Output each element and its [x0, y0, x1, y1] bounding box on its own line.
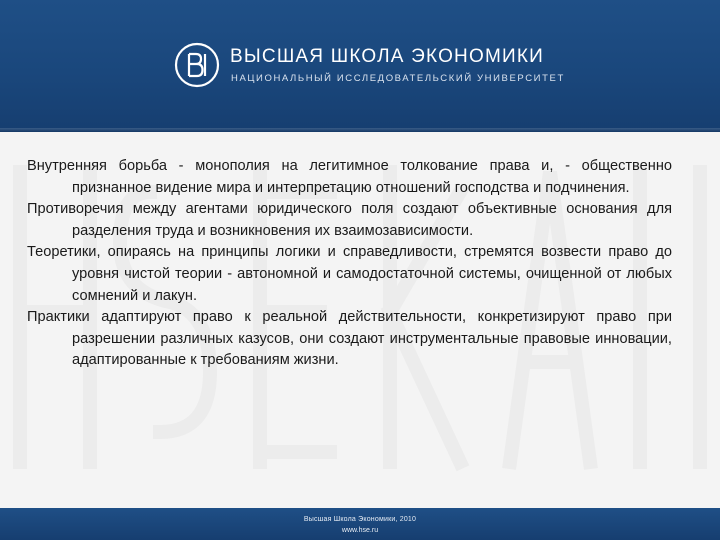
footer-bar — [0, 508, 720, 540]
footer-copyright: Высшая Школа Экономики, 2010 — [303, 516, 417, 523]
hse-emblem-icon — [174, 42, 220, 88]
university-subtitle: НАЦИОНАЛЬНЫЙ ИССЛЕДОВАТЕЛЬСКИЙ УНИВЕРСИТЕТ — [231, 73, 565, 84]
content-area — [0, 132, 720, 508]
paragraph-internal-struggle: Внутренняя борьба - монополия на легитимное толкование права и, - общественно признанное видение мира и интерпретацию отношений господства и подчинения. — [27, 158, 672, 196]
text-body — [27, 156, 672, 372]
paragraph-contradictions: Противоречия между агентами юридического поля создают объективные основания для разделения труда и возникновения их взаимозависимости. — [27, 201, 672, 239]
footer-website: www.hse.ru — [341, 527, 379, 534]
paragraph-practitioners: Практики адаптируют право к реальной действительности, конкретизируют право при разрешении различных казусов, они создают инструментальные правовые инновации, адаптированные к требованиям жизни. — [27, 309, 672, 369]
paragraph-theorists: Теоретики, опираясь на принципы логики и справедливости, стремятся возвести право до уровня чистой теории - автономной и самодостаточной системы, очищенной от любых сомнений и лакун. — [27, 244, 672, 304]
header-bar — [0, 0, 720, 132]
university-name: ВЫСШАЯ ШКОЛА ЭКОНОМИКИ — [230, 46, 544, 67]
